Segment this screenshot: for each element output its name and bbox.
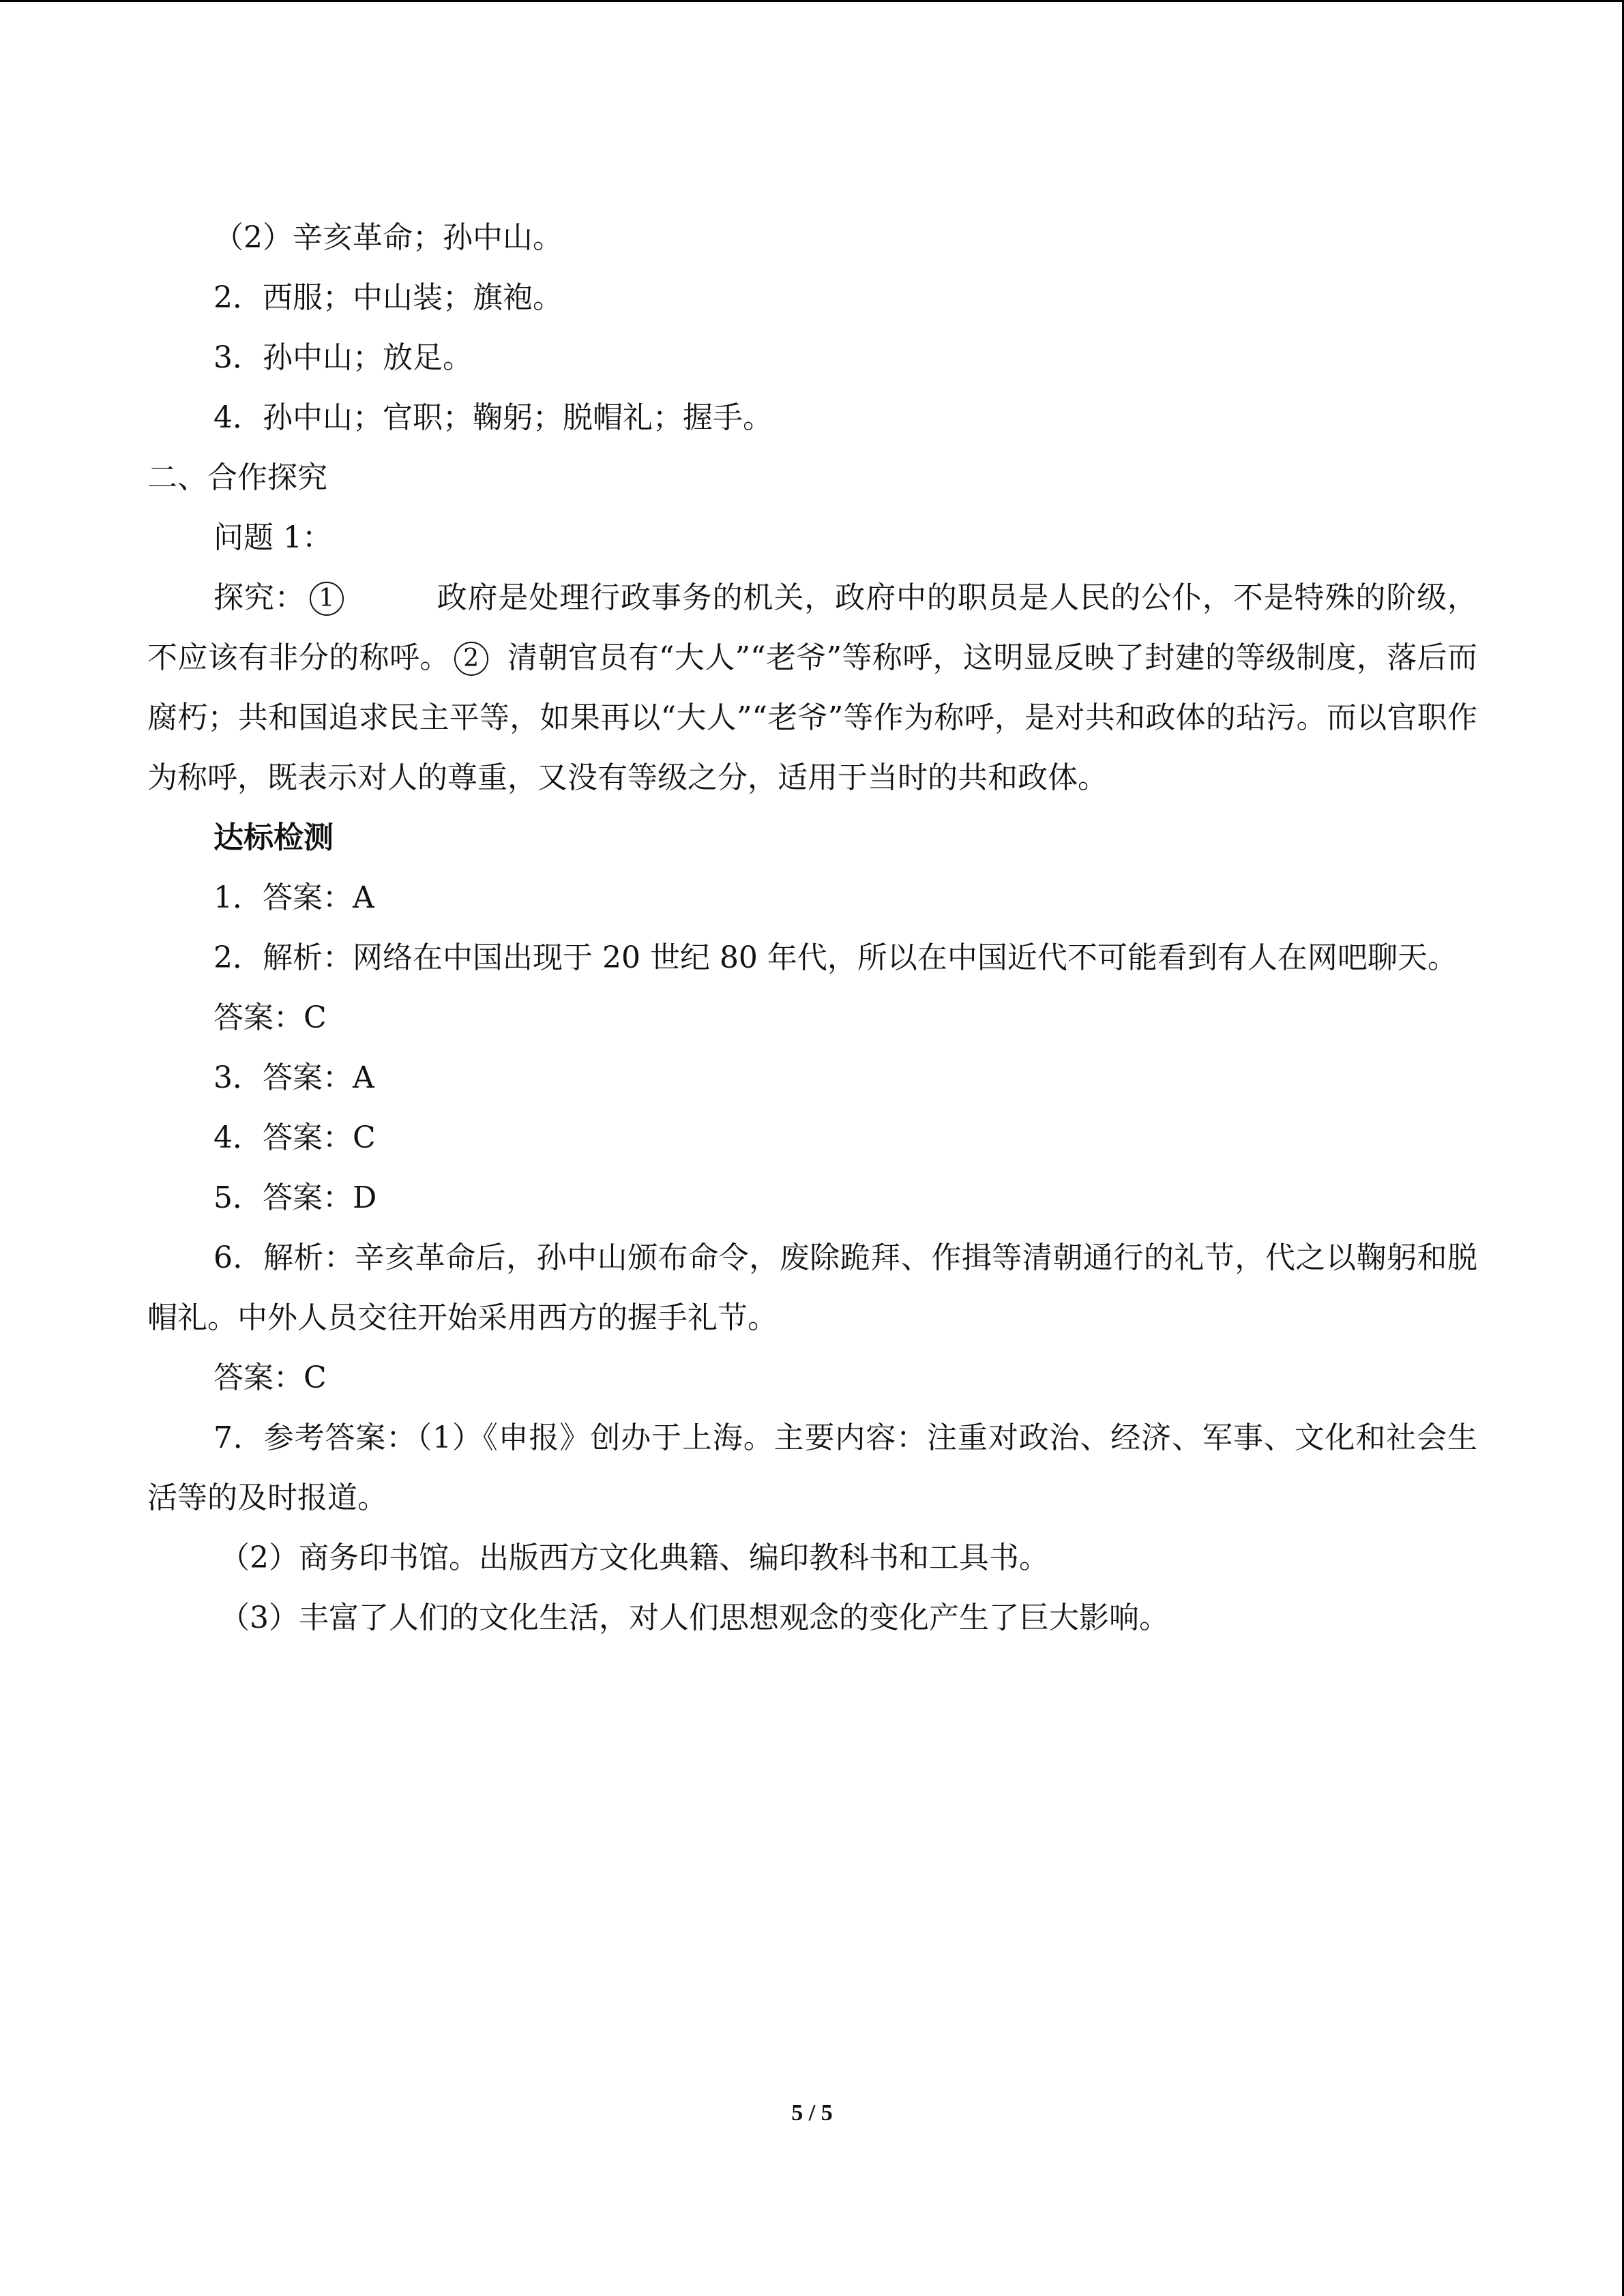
answer-7-part-1: 7．参考答案：（1）《申报》创办于上海。主要内容：注重对政治、经济、军事、文化和社会生活等的及时报道。 bbox=[147, 1420, 1477, 1515]
explore-paragraph bbox=[147, 568, 1477, 808]
answer-line-4: 4．孙中山；官职；鞠躬；脱帽礼；握手。 bbox=[213, 400, 773, 435]
answer-2-analysis: 2．解析：网络在中国出现于 20 世纪 80 年代，所以在中国近代不可能看到有人在网吧聊天。 bbox=[213, 940, 1458, 975]
answer-3: 3．答案：A bbox=[213, 1060, 374, 1095]
answer-line-3: 3．孙中山；放足。 bbox=[213, 340, 473, 375]
answer-7-part-2: （2）商务印书馆。出版西方文化典籍、编印教科书和工具书。 bbox=[220, 1540, 1049, 1575]
answer-4: 4．答案：C bbox=[213, 1120, 376, 1155]
answer-line-1: （2）辛亥革命；孙中山。 bbox=[213, 220, 563, 255]
circled-number-1: 1 bbox=[310, 582, 344, 616]
section-heading-test: 达标检测 bbox=[213, 820, 334, 855]
answer-7-part-3: （3）丰富了人们的文化生活，对人们思想观念的变化产生了巨大影响。 bbox=[220, 1600, 1169, 1635]
answer-5: 5．答案：D bbox=[213, 1180, 377, 1215]
page-number: 5 / 5 bbox=[791, 2100, 833, 2126]
circled-number-2: 2 bbox=[454, 642, 488, 676]
answer-1: 1．答案：A bbox=[213, 880, 374, 915]
explore-text-1: 政府是处理行政事务的机关，政府中的职员是人民的公仆，不是特殊的阶级，不应该有非分的称呼。 bbox=[147, 580, 1478, 675]
answer-6-answer: 答案：C bbox=[213, 1360, 327, 1395]
section-heading-cooperative-inquiry: 二、合作探究 bbox=[147, 460, 327, 495]
document-body bbox=[147, 208, 1477, 1648]
answer-line-2: 2．西服；中山装；旗袍。 bbox=[213, 280, 563, 315]
explore-prefix: 探究： bbox=[213, 580, 306, 615]
answer-6-analysis: 6．解析：辛亥革命后，孙中山颁布命令，废除跪拜、作揖等清朝通行的礼节，代之以鞠躬和脱帽礼。中外人员交往开始采用西方的握手礼节。 bbox=[147, 1240, 1477, 1335]
page-top-border bbox=[0, 0, 1624, 2]
explore-text-2: 清朝官员有“大人”“老爷”等称呼，这明显反映了封建的等级制度，落后而腐朽；共和国追求民主平等，如果再以“大人”“老爷”等作为称呼，是对共和政体的玷污。而以官职作为称呼，既表示对人的尊重，又没有等级之分，适用于当时的共和政体。 bbox=[147, 640, 1477, 795]
question-1-label: 问题 1： bbox=[213, 520, 332, 555]
answer-2-answer: 答案：C bbox=[213, 1000, 327, 1035]
